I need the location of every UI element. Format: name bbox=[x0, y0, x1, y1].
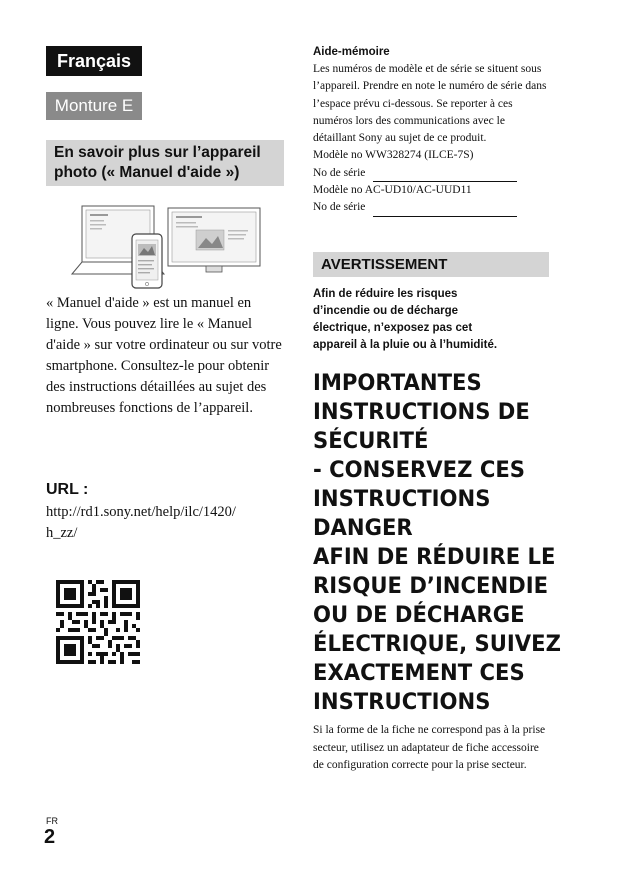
serial-label-1: No de série bbox=[313, 166, 366, 179]
plug-paragraph: Si la forme de la fiche ne correspond pas à la prise secteur, utilisez un adaptateur de fiche accessoire de configuration correcte pour la prise secteur. bbox=[313, 724, 546, 771]
warning-line: appareil à la pluie ou à l’humidité. bbox=[313, 339, 498, 351]
serial-blank-2 bbox=[373, 204, 517, 217]
serial-line-1 bbox=[313, 165, 549, 182]
instruction-line: AFIN DE RÉDUIRE LE bbox=[313, 544, 556, 570]
qr-code-icon bbox=[56, 580, 140, 664]
instruction-line: ÉLECTRIQUE, SUIVEZ bbox=[313, 631, 561, 657]
mount-tab: Monture E bbox=[46, 92, 142, 120]
language-code: FR bbox=[46, 816, 58, 826]
instruction-line: IMPORTANTES bbox=[313, 370, 482, 396]
instruction-line: SÉCURITÉ bbox=[313, 428, 429, 454]
warning-text bbox=[313, 286, 549, 354]
help-heading-line-2: photo (« Manuel d'aide ») bbox=[54, 164, 240, 181]
language-tab: Français bbox=[46, 46, 142, 76]
instruction-line: INSTRUCTIONS DE bbox=[313, 399, 530, 425]
help-url[interactable] bbox=[46, 502, 276, 544]
memo-paragraph: Les numéros de modèle et de série se situent sous l’appareil. Prendre en note le numéro de série dans l’espace prévu ci-dessous. Se reporter à ces numéros lors des communications avec le détaillant Sony au sujet de ce produit. bbox=[313, 63, 547, 145]
warning-heading: AVERTISSEMENT bbox=[313, 252, 549, 277]
url-heading: URL : bbox=[46, 481, 89, 498]
instruction-line: EXACTEMENT CES bbox=[313, 660, 525, 686]
help-guide-paragraph: « Manuel d'aide » est un manuel en ligne. Vous pouvez lire le « Manuel d'aide » sur votre ordinateur ou sur votre smartphone. Consultez-le pour obtenir des instructions détaillées au sujet des nombreuses fonctions de l’appareil. bbox=[46, 295, 282, 416]
help-heading-line-1: En savoir plus sur l’appareil bbox=[54, 144, 261, 161]
safety-instructions-heading bbox=[313, 369, 561, 717]
computer-and-smartphone-icon bbox=[68, 200, 264, 292]
warning-line: Afin de réduire les risques bbox=[313, 288, 458, 300]
model-number-1: Modèle no WW328274 (ILCE-7S) bbox=[313, 149, 474, 162]
instruction-line: - CONSERVEZ CES bbox=[313, 457, 526, 483]
help-guide-heading bbox=[46, 140, 284, 186]
instruction-line: RISQUE D’INCENDIE bbox=[313, 573, 549, 599]
instruction-line: DANGER bbox=[313, 515, 413, 541]
help-url-line-1: http://rd1.sony.net/help/ilc/1420/ bbox=[46, 504, 236, 520]
warning-line: d’incendie ou de décharge bbox=[313, 305, 459, 317]
memo-section bbox=[313, 61, 549, 217]
memo-title: Aide-mémoire bbox=[313, 46, 390, 58]
instruction-line: INSTRUCTIONS bbox=[313, 486, 491, 512]
warning-line: électrique, n’exposez pas cet bbox=[313, 322, 473, 334]
serial-line-2 bbox=[313, 199, 549, 216]
page-number: 2 bbox=[44, 826, 56, 848]
help-url-line-2: h_zz/ bbox=[46, 525, 78, 541]
instruction-line: INSTRUCTIONS bbox=[313, 689, 491, 715]
model-number-2: Modèle no AC-UD10/AC-UUD11 bbox=[313, 184, 472, 197]
serial-blank-1 bbox=[373, 169, 517, 182]
instruction-line: OU DE DÉCHARGE bbox=[313, 602, 525, 628]
serial-label-2: No de série bbox=[313, 201, 366, 214]
